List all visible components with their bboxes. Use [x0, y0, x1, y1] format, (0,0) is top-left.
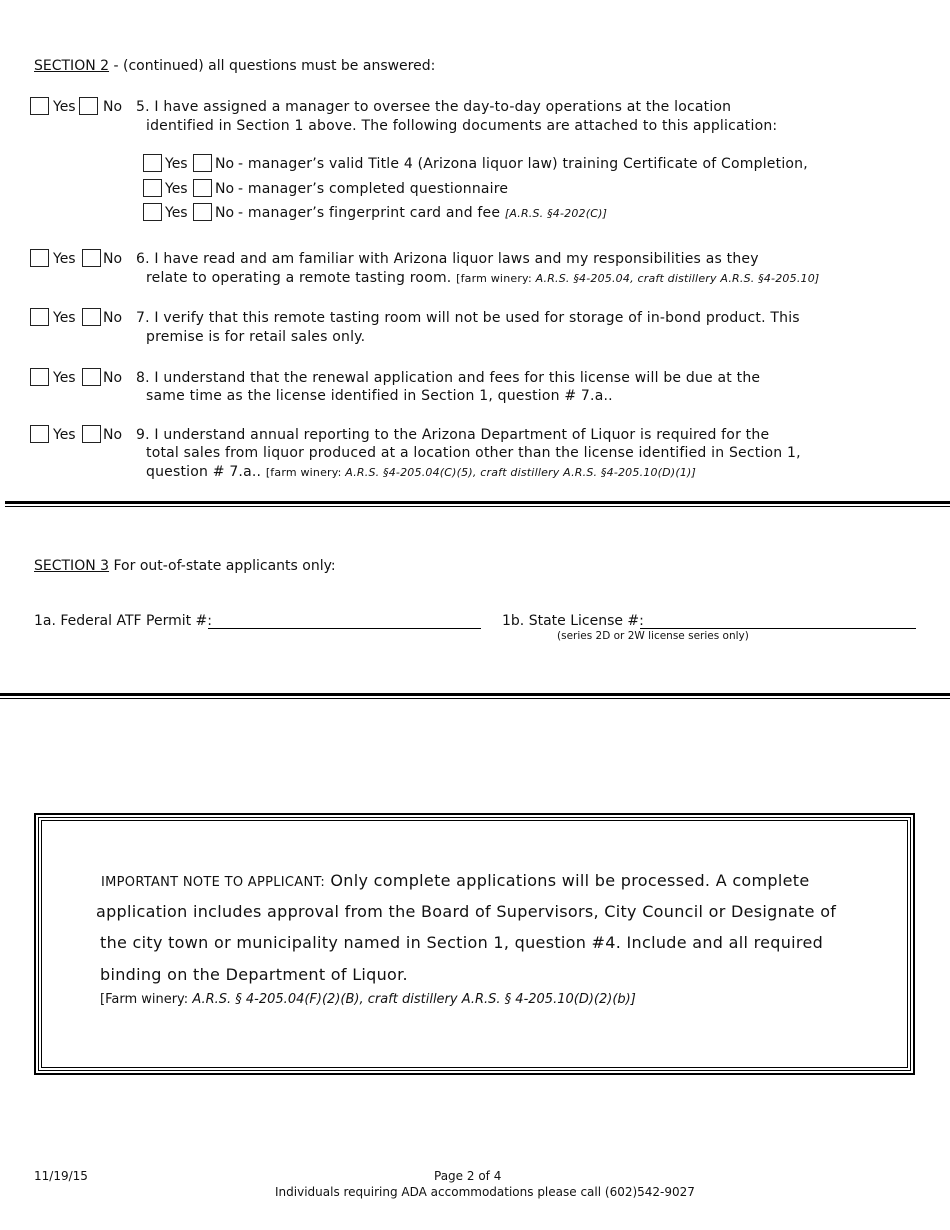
- footer-date: 11/19/15: [34, 1169, 88, 1183]
- q7-yes-label: Yes: [53, 310, 76, 326]
- q9-no-checkbox[interactable]: [82, 425, 101, 443]
- q6-citation-prefix: [farm winery:: [456, 272, 536, 285]
- q5-no-checkbox[interactable]: [79, 97, 98, 115]
- q5a-no-label: No: [215, 156, 235, 172]
- q5-line2: identified in Section 1 above. The following documents are attached to this application:: [146, 118, 778, 134]
- q6-line1: 6. I have read and am familiar with Arizona liquor laws and my responsibilities as they: [136, 251, 759, 267]
- q6-yes-checkbox[interactable]: [30, 249, 49, 267]
- section3-subtitle: For out-of-state applicants only:: [109, 558, 336, 574]
- q9-yes-label: Yes: [53, 427, 76, 443]
- state-license-label: 1b. State License #:: [502, 613, 644, 629]
- section2-title: SECTION 2: [34, 58, 110, 74]
- important-note-citation: A.R.S. § 4-205.04(F)(2)(B), craft distillery A.R.S. § 4-205.10(D)(2)(b)]: [192, 992, 636, 1007]
- atf-permit-label: 1a. Federal ATF Permit #:: [34, 613, 212, 629]
- section2-heading: [34, 58, 435, 74]
- q9-no-label: No: [103, 427, 123, 443]
- section-divider-bottom: [0, 693, 950, 696]
- q5a-no-checkbox[interactable]: [193, 154, 212, 172]
- q7-line2: premise is for retail sales only.: [146, 329, 366, 345]
- section-divider-top-thin: [5, 506, 950, 507]
- state-license-note: (series 2D or 2W license series only): [557, 630, 749, 642]
- q8-yes-checkbox[interactable]: [30, 368, 49, 386]
- q9-line3: [146, 464, 696, 480]
- q8-line2: same time as the license identified in Section 1, question # 7.a..: [146, 388, 613, 404]
- important-note-line1: [101, 871, 809, 890]
- footer-ada-notice: Individuals requiring ADA accommodations please call (602)542-9027: [275, 1185, 695, 1199]
- important-note-citation-line: [100, 992, 636, 1007]
- q5-no-label: No: [103, 99, 123, 115]
- q9-line3-text: question # 7.a..: [146, 464, 266, 480]
- important-note-line4: binding on the Department of Liquor.: [100, 965, 408, 984]
- important-note-label: IMPORTANT NOTE TO APPLICANT:: [101, 875, 326, 890]
- q6-citation: A.R.S. §4-205.04, craft distillery A.R.S. §4-205.10]: [535, 272, 820, 285]
- q5a-yes-checkbox[interactable]: [143, 154, 162, 172]
- section-divider-bottom-thin: [0, 698, 950, 699]
- q5-yes-checkbox[interactable]: [30, 97, 49, 115]
- q8-line1: 8. I understand that the renewal application and fees for this license will be due at the: [136, 370, 761, 386]
- important-note-line1-text: Only complete applications will be processed. A complete: [325, 871, 810, 890]
- q5b-yes-label: Yes: [165, 181, 188, 197]
- q5b-no-checkbox[interactable]: [193, 179, 212, 197]
- footer-page-number: Page 2 of 4: [434, 1169, 502, 1183]
- q6-line2-text: relate to operating a remote tasting room.: [146, 270, 457, 286]
- important-note-line3: the city town or municipality named in Section 1, question #4. Include and all required: [100, 933, 824, 952]
- q5c-no-checkbox[interactable]: [193, 203, 212, 221]
- atf-permit-field[interactable]: [208, 628, 481, 629]
- section2-subtitle: - (continued) all questions must be answered:: [109, 58, 436, 74]
- section3-heading: [34, 558, 336, 574]
- q5c-text: [238, 205, 607, 221]
- q6-yes-label: Yes: [53, 251, 76, 267]
- q9-line1: 9. I understand annual reporting to the Arizona Department of Liquor is required for the: [136, 427, 770, 443]
- q5c-citation: [A.R.S. §4-202(C)]: [504, 207, 608, 220]
- section-divider-top: [5, 501, 950, 504]
- q5c-text-main: - manager’s fingerprint card and fee: [238, 205, 505, 221]
- q9-yes-checkbox[interactable]: [30, 425, 49, 443]
- q9-citation: A.R.S. §4-205.04(C)(5), craft distillery A.R.S. §4-205.10(D)(1)]: [345, 466, 696, 479]
- q5b-no-label: No: [215, 181, 235, 197]
- q8-no-checkbox[interactable]: [82, 368, 101, 386]
- q7-yes-checkbox[interactable]: [30, 308, 49, 326]
- important-note-citation-prefix: [Farm winery:: [100, 992, 193, 1007]
- q5-line1: 5. I have assigned a manager to oversee the day-to-day operations at the location: [136, 99, 732, 115]
- q6-no-label: No: [103, 251, 123, 267]
- q9-line2: total sales from liquor produced at a location other than the license identified in Section 1,: [146, 445, 801, 461]
- section3-title: SECTION 3: [34, 558, 110, 574]
- q7-line1: 7. I verify that this remote tasting room will not be used for storage of in-bond product. This: [136, 310, 800, 326]
- q6-no-checkbox[interactable]: [82, 249, 101, 267]
- q5-yes-label: Yes: [53, 99, 76, 115]
- q7-no-checkbox[interactable]: [82, 308, 101, 326]
- important-note-line2: application includes approval from the Board of Supervisors, City Council or Designate of: [96, 902, 837, 921]
- q9-citation-prefix: [farm winery:: [265, 466, 346, 479]
- q5c-yes-checkbox[interactable]: [143, 203, 162, 221]
- q5b-yes-checkbox[interactable]: [143, 179, 162, 197]
- q5a-text: - manager’s valid Title 4 (Arizona liquor law) training Certificate of Completion,: [238, 156, 808, 172]
- state-license-field[interactable]: [640, 628, 916, 629]
- q7-no-label: No: [103, 310, 123, 326]
- q5c-no-label: No: [215, 205, 235, 221]
- q8-no-label: No: [103, 370, 123, 386]
- q5b-text: - manager’s completed questionnaire: [238, 181, 509, 197]
- q6-line2: [146, 270, 819, 286]
- q5a-yes-label: Yes: [165, 156, 188, 172]
- q8-yes-label: Yes: [53, 370, 76, 386]
- q5c-yes-label: Yes: [165, 205, 188, 221]
